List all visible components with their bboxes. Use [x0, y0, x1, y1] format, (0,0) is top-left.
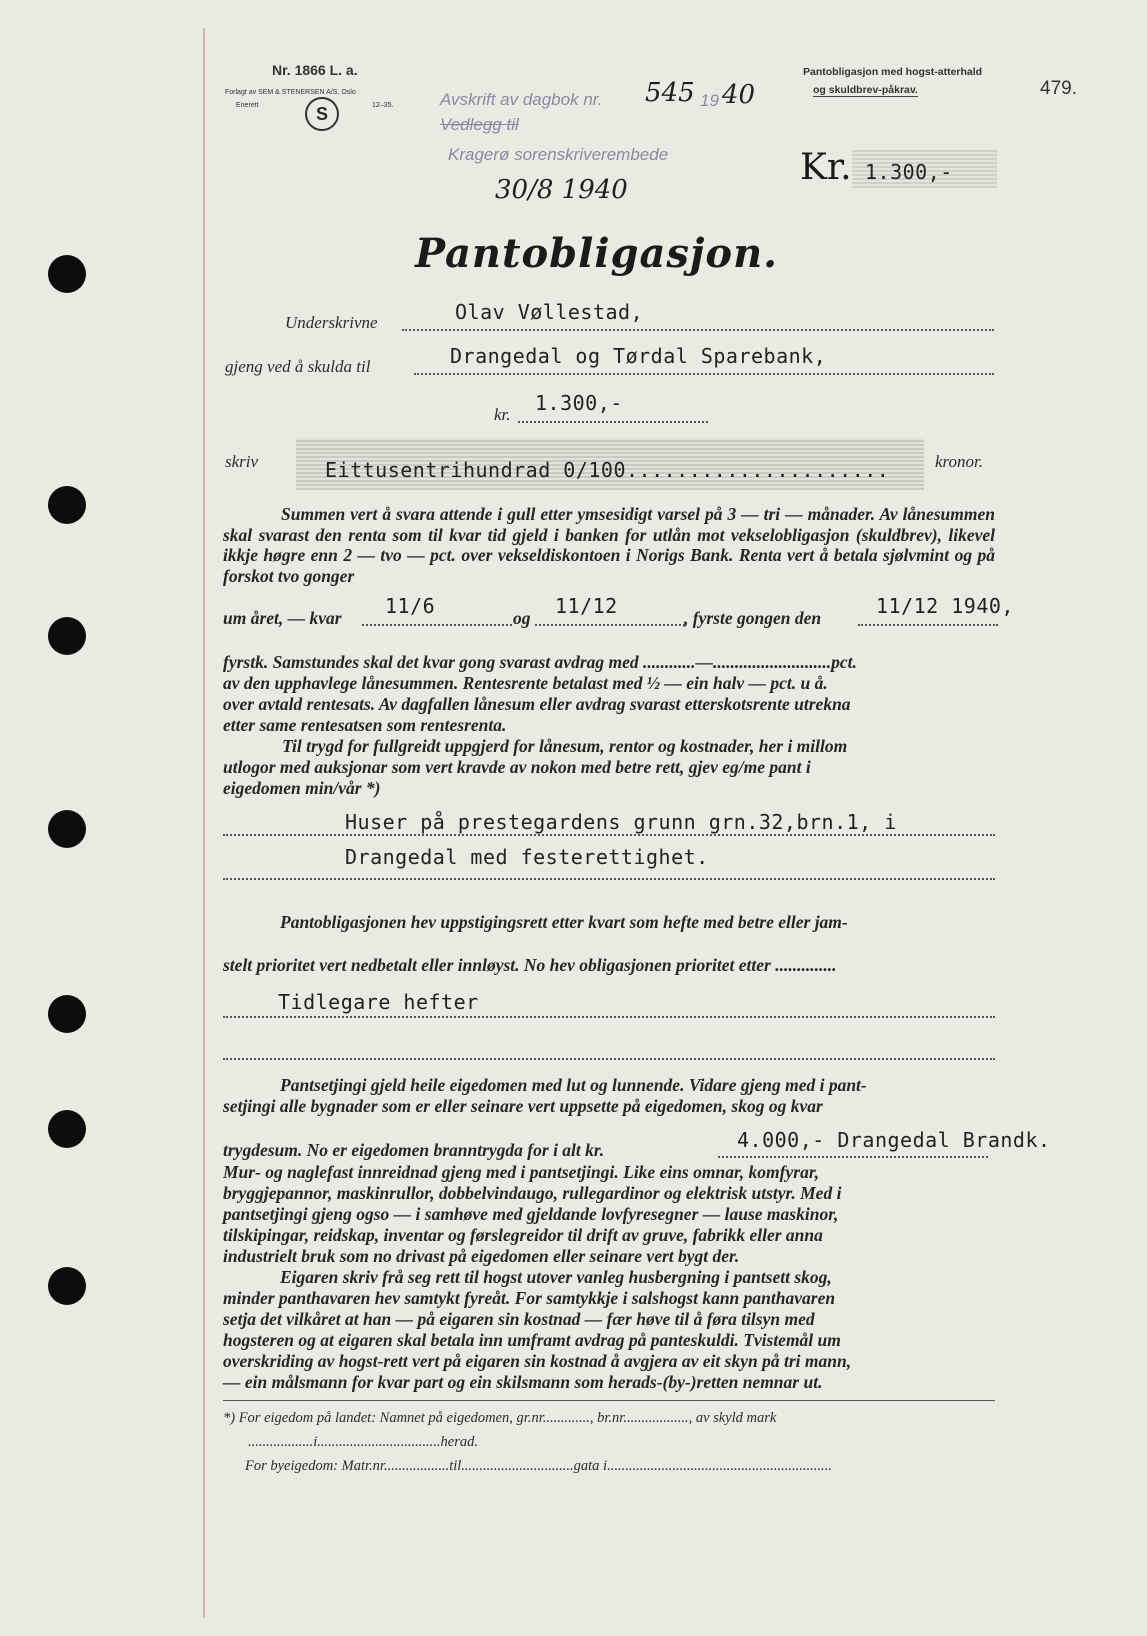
dagbok-number: 545: [645, 78, 695, 108]
handwritten-date: 30/8 1940: [495, 175, 628, 205]
priority-line-2: stelt prioritet vert nedbetalt eller innløyst. No hev obligasjonen prioritet etter ..............: [223, 955, 837, 975]
priority-value: Tidlegare hefter: [278, 990, 479, 1014]
stamp-line1: Avskrift av dagbok nr.: [440, 90, 603, 109]
paragraph-line: industrielt bruk som no drivast på eigedomen eller seinare vert bygt der.: [223, 1246, 740, 1266]
paragraph-line: Til trygd for fullgreidt uppgjerd for lånesum, rentor og kostnader, her i millom: [282, 736, 848, 756]
punch-hole: [48, 810, 86, 848]
paragraph-line: overskriding av hogst-rett vert på eigaren sin kostnad å avgjera av eit skyn på tri mann,: [223, 1351, 852, 1371]
paragraph-line: tilskipingar, reidskap, inventar og førslegreidor til drift av gruve, fabrikk eller anna: [223, 1225, 823, 1245]
dotted-line: [518, 421, 708, 423]
paragraph-line: Pantsetjingi gjeld heile eigedomen med lut og lunnende. Vidare gjeng med i pant-: [280, 1075, 867, 1095]
amount-value: 1.300,-: [865, 160, 953, 184]
paragraph-line: setjingi alle bygnader som er eller seinare vert uppsette på eigedomen, skog og kvar: [223, 1096, 823, 1116]
creditor-value: Drangedal og Tørdal Sparebank,: [450, 344, 827, 368]
dotted-line: [535, 624, 685, 626]
property-line-2: Drangedal med festerettighet.: [345, 845, 709, 869]
property-line-1: Huser på prestegardens grunn grn.32,brn.1, i: [345, 810, 897, 834]
publisher-line: Forlagt av SEM & STENERSEN A/S, Oslo: [225, 89, 356, 96]
stamp-year-prefix: 19: [700, 91, 719, 110]
paragraph-line: utlogor med auksjonar som vert kravde av nokon med betre rett, gjev eg/me pant i: [223, 757, 811, 777]
punch-hole: [48, 995, 86, 1033]
dotted-line: [362, 624, 512, 626]
form-type-sub: og skuldbrev-påkrav.: [813, 84, 918, 96]
dotted-line: [402, 329, 994, 331]
footnote-line-2: ..................i..................................herad.: [248, 1434, 478, 1450]
paragraph-line: over avtald rentesats. Av dagfallen lånesum eller avdrag svarast etterskotsrente utrekna: [223, 694, 851, 714]
paragraph-line: setja det vilkåret at han — på eigaren sin kostnad — fær høve til å føra tilsyn med: [223, 1309, 815, 1329]
punch-hole: [48, 486, 86, 524]
dotted-line: [223, 834, 995, 836]
form-type: Pantobligasjon med hogst-atterhald: [803, 66, 983, 78]
interest-prefix: um året, — kvar: [223, 608, 342, 628]
interest-og: og: [513, 608, 531, 628]
margin-line: [203, 28, 205, 1618]
amount-in-words: Eittusentrihundrad 0/100.....................: [325, 458, 890, 482]
paragraph-line: eigedomen min/vår *): [223, 778, 381, 798]
insurance-prefix: trygdesum. No er eigedomen branntrygda for i alt kr.: [223, 1140, 605, 1160]
dotted-line: [718, 1156, 988, 1158]
paragraph-line: fyrstk. Samstundes skal det kvar gong svarast avdrag med ............—...........................pct.: [223, 652, 857, 672]
punch-hole: [48, 1110, 86, 1148]
paragraph-line: pantsetjingi gjeng ogso — i samhøve med gjeldande lovfyresegner — lause maskinor,: [223, 1204, 839, 1224]
kr-value: 1.300,-: [535, 391, 623, 415]
stamp-line3: Kragerø sorenskriverembede: [448, 145, 669, 164]
paragraph-line: — ein målsmann for kvar part og ein skilsmann som herads-(by-)retten nemnar ut.: [223, 1372, 823, 1392]
insurance-value: 4.000,- Drangedal Brandk.: [737, 1128, 1051, 1152]
page-title: Pantobligasjon.: [415, 230, 779, 277]
punch-hole: [48, 1267, 86, 1305]
dotted-line: [223, 1058, 995, 1060]
paragraph-line: etter same rentesatsen som rentesrenta.: [223, 715, 507, 735]
form-number: Nr. 1866 L. a.: [272, 62, 358, 78]
stamp-year-suffix: 40: [722, 80, 756, 110]
interest-date-3: 11/12 1940,: [876, 594, 1014, 618]
paragraph-line: minder panthavaren hev samtykt fyreåt. For samtykkje i salshogst kann panthavaren: [223, 1288, 836, 1308]
interest-date-1: 11/6: [385, 594, 436, 618]
terms-paragraph: Summen vert å svara attende i gull etter ymsesidigt varsel på 3 — tri — månader. Av lånesummen skal svarast den renta som til kvar tid gjeld i banken for utlån mot vekselobligasjon (skuldbrev), likevel ikkje høgre enn 2 — tvo — pct. over vekseldiskontoen i Norigs Bank. Renta vert å betala sjølvmint og på forskot tvo gonger: [223, 504, 995, 586]
paragraph-line: Eigaren skriv frå seg rett til hogst utover vanleg husbergning i pantsett skog,: [280, 1267, 832, 1287]
creditor-label: gjeng ved å skulda til: [225, 357, 371, 376]
dotted-line: [223, 878, 995, 880]
footnote-divider: [223, 1400, 995, 1401]
footnote-line-1: *) For eigedom på landet: Namnet på eigedomen, gr.nr............., br.nr.................., av skyld mark: [223, 1410, 777, 1426]
skriv-label: skriv: [225, 452, 259, 471]
publisher-date: 12–35.: [372, 102, 394, 109]
dotted-line: [414, 373, 994, 375]
dotted-line: [858, 624, 998, 626]
kronor-label: kronor.: [935, 452, 984, 471]
interest-middle: , fyrste gongen den: [684, 608, 822, 628]
amount-kr-label: Kr.: [800, 147, 852, 188]
undersigned-label: Underskrivne: [285, 313, 378, 332]
paragraph-line: hogsteren og at eigaren skal betala inn umframt avdrag på panteskuldi. Tvistemål um: [223, 1330, 841, 1350]
publisher-logo: S: [305, 97, 339, 131]
publisher-enerett: Enerett: [236, 102, 259, 109]
stamp-line2: Vedlegg til: [440, 115, 519, 134]
footnote-line-3: For byeigedom: Matr.nr..................til...............................gata i..............................................................: [245, 1458, 832, 1474]
interest-date-2: 11/12: [555, 594, 618, 618]
dotted-line: [223, 1016, 995, 1018]
punch-hole: [48, 617, 86, 655]
punch-hole: [48, 255, 86, 293]
paragraph-line: av den upphavlege lånesummen. Rentesrente betalast med ½ — ein halv — pct. u å.: [223, 673, 828, 693]
priority-line-1: Pantobligasjonen hev uppstigingsrett etter kvart som hefte med betre eller jam-: [280, 912, 848, 932]
page-number: 479.: [1040, 78, 1077, 99]
paragraph-line: bryggjepannor, maskinrullor, dobbelvindaugo, rullegardinor og elektrisk utstyr. Med i: [223, 1183, 842, 1203]
paragraph-line: Mur- og naglefast innreidnad gjeng med i pantsetjingi. Like eins omnar, komfyrar,: [223, 1162, 820, 1182]
kr-label: kr.: [494, 405, 511, 424]
undersigned-value: Olav Vøllestad,: [455, 300, 644, 324]
